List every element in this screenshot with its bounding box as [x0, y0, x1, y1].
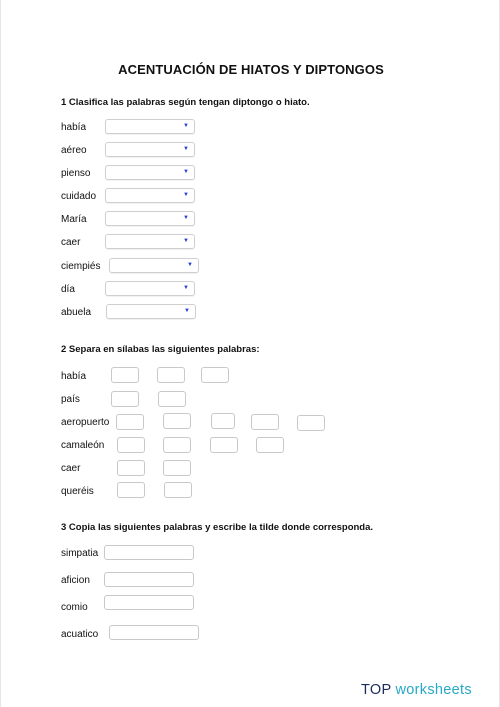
s3-word-2: aficion [61, 575, 90, 586]
syllable-input[interactable] [164, 482, 192, 498]
page-title: ACENTUACIÓN DE HIATOS Y DIPTONGOS [118, 62, 384, 77]
logo-top-text: TOP [361, 682, 392, 698]
logo-worksheets-text: worksheets [395, 682, 472, 698]
syllable-input[interactable] [297, 415, 325, 431]
s1-dropdown-4[interactable] [105, 188, 195, 203]
syllable-input[interactable] [116, 414, 144, 430]
syllable-input[interactable] [111, 391, 139, 407]
syllable-input[interactable] [163, 460, 191, 476]
s1-word-5: María [61, 214, 87, 225]
caret-down-icon: ▼ [183, 192, 189, 198]
s1-word-2: aéreo [61, 145, 87, 156]
s1-word-4: cuidado [61, 191, 97, 202]
syllable-input[interactable] [157, 367, 185, 383]
tilde-answer-field[interactable] [104, 572, 194, 587]
caret-down-icon: ▼ [183, 123, 189, 129]
s1-word-3: pienso [61, 168, 91, 179]
s1-dropdown-6[interactable] [105, 234, 195, 249]
s1-dropdown-1[interactable] [105, 119, 195, 134]
syllable-input[interactable] [201, 367, 229, 383]
caret-down-icon: ▼ [187, 262, 193, 268]
s1-word-8: día [61, 284, 75, 295]
section1-heading: 1 Clasifica las palabras según tengan diptongo o hiato. [61, 97, 310, 108]
tilde-answer-field[interactable] [104, 545, 194, 560]
s1-word-9: abuela [61, 307, 92, 318]
syllable-input[interactable] [256, 437, 284, 453]
section3-heading: 3 Copia las siguientes palabras y escribe la tilde donde corresponda. [61, 522, 374, 533]
section2-heading: 2 Separa en sílabas las siguientes palabras: [61, 344, 260, 355]
s1-word-6: caer [61, 237, 81, 248]
caret-down-icon: ▼ [183, 238, 189, 244]
syllable-input[interactable] [211, 413, 235, 429]
caret-down-icon: ▼ [183, 285, 189, 291]
s1-dropdown-9[interactable] [106, 304, 196, 319]
s3-word-4: acuatico [61, 629, 99, 640]
s2-word-1: había [61, 371, 87, 382]
s3-word-3: comio [61, 602, 88, 613]
s1-dropdown-8[interactable] [105, 281, 195, 296]
s3-word-1: simpatia [61, 548, 99, 559]
syllable-input[interactable] [163, 413, 191, 429]
topworksheets-logo [361, 682, 472, 698]
s2-word-2: país [61, 394, 80, 405]
s1-dropdown-2[interactable] [105, 142, 195, 157]
syllable-input[interactable] [117, 437, 145, 453]
caret-down-icon: ▼ [183, 146, 189, 152]
syllable-input[interactable] [158, 391, 186, 407]
caret-down-icon: ▼ [184, 308, 190, 314]
syllable-input[interactable] [210, 437, 238, 453]
s2-word-3: aeropuerto [61, 417, 110, 428]
syllable-input[interactable] [163, 437, 191, 453]
tilde-answer-field[interactable] [109, 625, 199, 640]
s1-word-1: había [61, 122, 87, 133]
s1-word-7: ciempiés [61, 261, 101, 272]
syllable-input[interactable] [251, 414, 279, 430]
syllable-input[interactable] [117, 482, 145, 498]
syllable-input[interactable] [117, 460, 145, 476]
s2-word-4: camaleón [61, 440, 105, 451]
s2-word-6: queréis [61, 486, 94, 497]
s1-dropdown-3[interactable] [105, 165, 195, 180]
caret-down-icon: ▼ [183, 169, 189, 175]
tilde-answer-field[interactable] [104, 595, 194, 610]
s1-dropdown-5[interactable] [105, 211, 195, 226]
syllable-input[interactable] [111, 367, 139, 383]
s1-dropdown-7[interactable] [109, 258, 199, 273]
s2-word-5: caer [61, 463, 81, 474]
caret-down-icon: ▼ [183, 215, 189, 221]
